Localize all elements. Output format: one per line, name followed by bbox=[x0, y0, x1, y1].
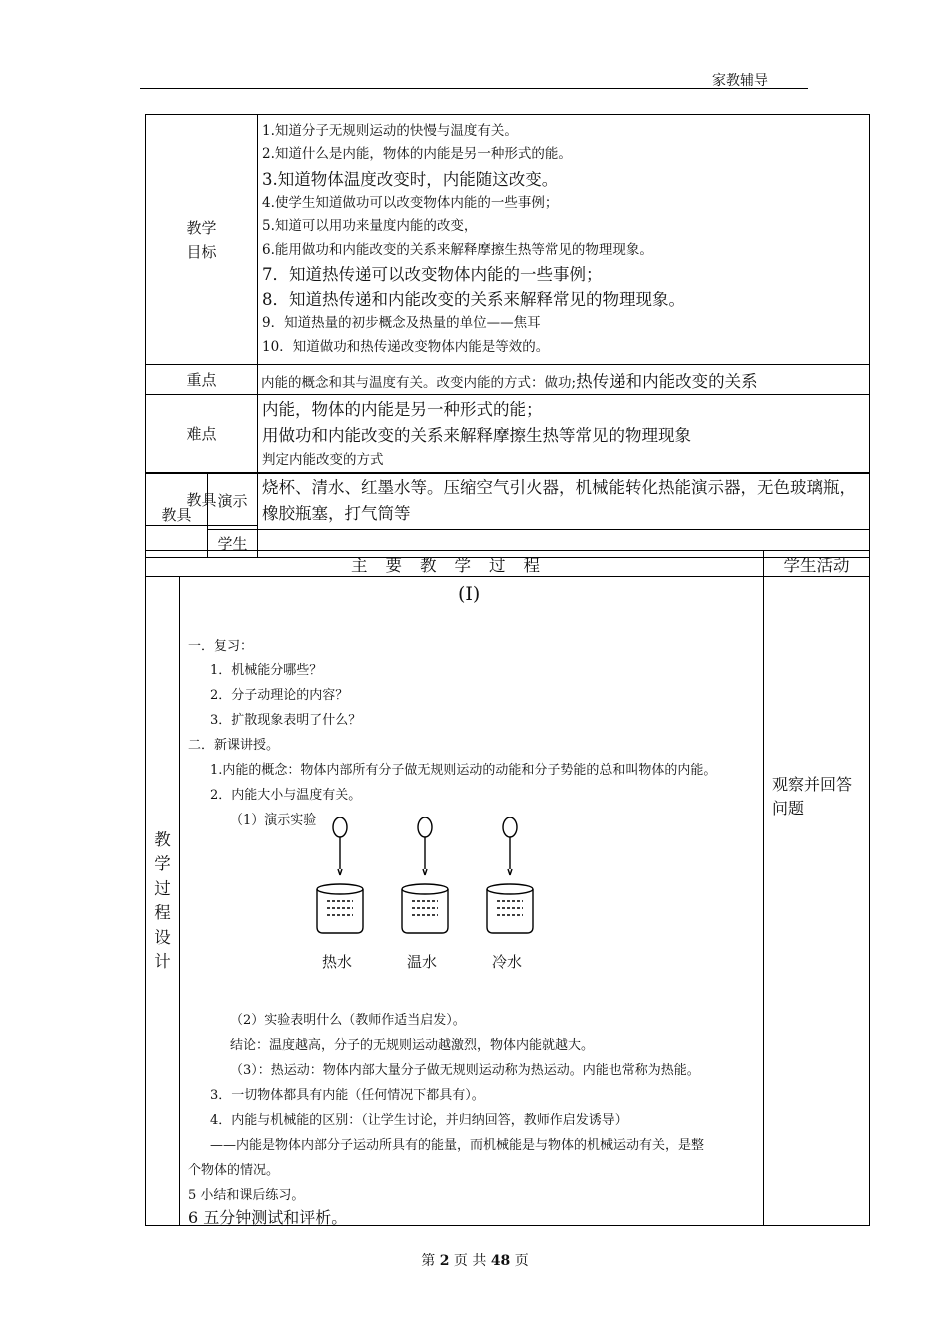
student-label: 学生 bbox=[208, 530, 258, 558]
header-title: 家教辅导 bbox=[712, 73, 768, 89]
beaker-label: 温水 bbox=[407, 953, 438, 971]
objective-item: 2.知道什么是内能，物体的内能是另一种形式的能。 bbox=[262, 146, 572, 163]
process-line: 2．内能大小与温度有关。 bbox=[210, 788, 362, 803]
process-side-label: 教 学 过 程 设 计 bbox=[146, 577, 180, 1226]
difficulties-text: 内能，物体的内能是另一种形式的能； 用做功和内能改变的关系来解释摩擦生热等常见的物理现象 判定内能改变的方式 bbox=[258, 395, 870, 474]
process-line: 1．机械能分哪些？ bbox=[210, 663, 323, 678]
objective-item: 7．知道热传递可以改变物体内能的一些事例； bbox=[262, 265, 603, 285]
page-footer: 第 2 页 共 48 页 bbox=[421, 1253, 529, 1269]
process-line: ——内能是物体内部分子运动所具有的能量，而机械能是与物体的机械运动有关，是整 bbox=[210, 1138, 705, 1153]
lesson-plan-table bbox=[145, 114, 870, 526]
process-line: 个物体的情况。 bbox=[188, 1163, 280, 1178]
objective-item: 9．知道热量的初步概念及热量的单位——焦耳 bbox=[262, 315, 541, 332]
process-line: 1.内能的概念：物体内部所有分子做无规则运动的动能和分子势能的总和叫物体的内能。 bbox=[210, 763, 717, 778]
difficulties-label: 难点 bbox=[146, 395, 258, 474]
process-line: 3．扩散现象表明了什么？ bbox=[210, 713, 362, 728]
process-line: 5 小结和课后练习。 bbox=[188, 1188, 305, 1203]
objective-item: 4.使学生知道做功可以改变物体内能的一些事例； bbox=[262, 194, 559, 211]
process-line: （3）：热运动：物体内部大量分子做无规则运动称为热运动。内能也常称为热能。 bbox=[230, 1063, 700, 1078]
process-header: 主要教学过程 bbox=[146, 551, 764, 577]
demo-equipment-text: 烧杯、清水、红墨水等。压缩空气引火器，机械能转化热能演示器，无色玻璃瓶，橡胶瓶塞，打气筒等 bbox=[258, 473, 870, 530]
key-points-text: 内能的概念和其与温度有关。改变内能的方式：做功;热传递和内能改变的关系 bbox=[258, 365, 870, 395]
objectives-label: 教学 目标 bbox=[146, 115, 258, 365]
objectives-list bbox=[258, 115, 870, 365]
equipment-table bbox=[145, 472, 870, 558]
experiment-diagram bbox=[310, 817, 560, 971]
objective-item: 5.知道可以用功来量度内能的改变， bbox=[262, 218, 478, 235]
demo-label: 演示 bbox=[208, 473, 258, 530]
key-points-label: 重点 bbox=[146, 365, 258, 395]
student-activity-cell: 观察并回答 问题 bbox=[764, 577, 870, 1226]
objective-item: 3.知道物体温度改变时，内能随这改变。 bbox=[262, 169, 559, 189]
beakers-illustration bbox=[310, 817, 560, 947]
beaker-label: 冷水 bbox=[492, 953, 523, 971]
process-content bbox=[180, 577, 764, 1226]
process-table bbox=[145, 550, 870, 1226]
process-line: 4．内能与机械能的区别：（让学生讨论，并归纳回答，教师作启发诱导） bbox=[210, 1113, 628, 1128]
process-line: 二．新课讲授。 bbox=[188, 738, 280, 753]
process-line: 3．一切物体都具有内能（任何情况下都具有）。 bbox=[210, 1088, 485, 1103]
equipment-label-cell: 教具 bbox=[146, 473, 208, 558]
header-rule bbox=[140, 88, 808, 89]
section-roman-numeral: (I) bbox=[458, 583, 481, 605]
activity-header: 学生活动 bbox=[764, 551, 870, 577]
process-line: （1）演示实验 bbox=[230, 813, 317, 828]
process-line: 结论：温度越高，分子的无规则运动越激烈，物体内能就越大。 bbox=[230, 1038, 595, 1053]
objective-item: 10．知道做功和热传递改变物体内能是等效的。 bbox=[262, 338, 550, 355]
process-line: （2）实验表明什么（教师作适当启发）。 bbox=[230, 1013, 466, 1028]
process-line: 6 五分钟测试和评析。 bbox=[188, 1208, 348, 1227]
objective-item: 1.知道分子无规则运动的快慢与温度有关。 bbox=[262, 122, 518, 139]
beaker-label: 热水 bbox=[322, 953, 353, 971]
process-line: 一．复习： bbox=[188, 639, 254, 654]
equipment-label: 教具 bbox=[146, 474, 258, 526]
process-line: 2．分子动理论的内容？ bbox=[210, 688, 349, 703]
objective-item: 6.能用做功和内能改变的关系来解释摩擦生热等常见的物理现象。 bbox=[262, 241, 653, 258]
objective-item: 8．知道热传递和内能改变的关系来解释常见的物理现象。 bbox=[262, 290, 686, 310]
